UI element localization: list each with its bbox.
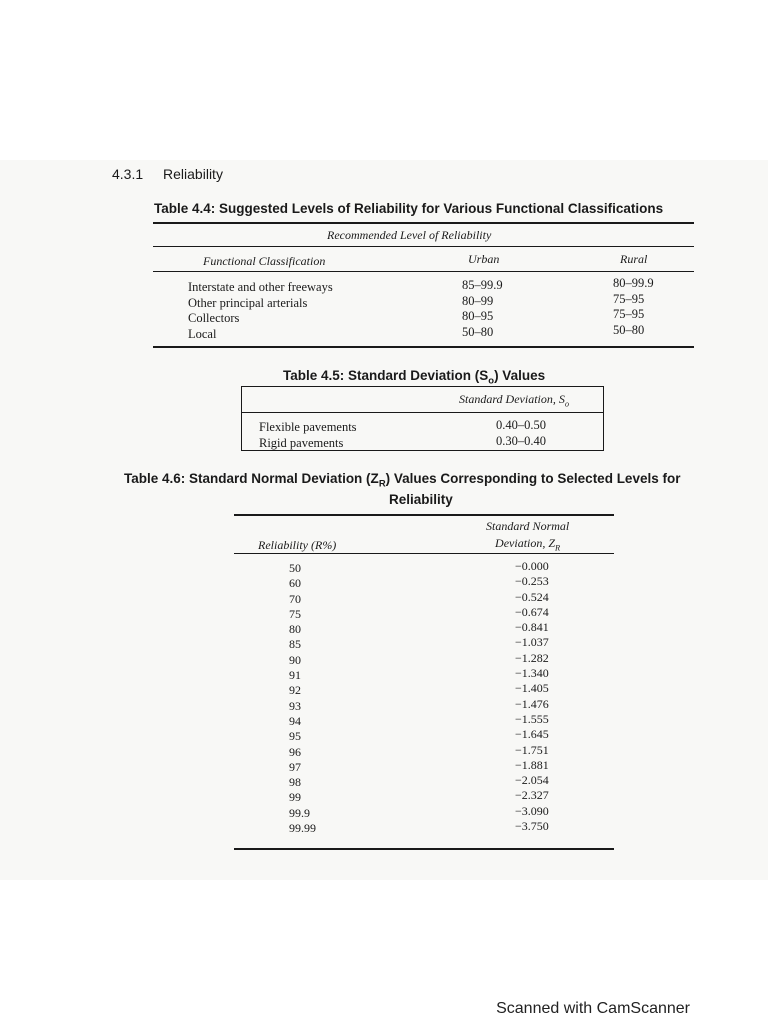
table-cell: 80–95 xyxy=(462,309,494,323)
table-cell: 0.40–0.50 xyxy=(496,418,546,432)
table-4-6-caption-line-1 xyxy=(124,471,680,490)
table-cell: −1.405 xyxy=(515,681,549,696)
table-cell: 80–99.9 xyxy=(613,276,654,290)
table-cell: −3.090 xyxy=(515,803,549,818)
table-4-4-caption: Table 4.4: Suggested Levels of Reliability for Various Functional Classifications xyxy=(154,201,664,216)
table-cell: 98 xyxy=(289,775,301,790)
table-cell: Rigid pavements xyxy=(259,435,344,450)
table-cell: 75–95 xyxy=(613,307,645,321)
table-cell: −0.000 xyxy=(515,559,549,573)
table-4-6-header-reliability: Reliability (R%) xyxy=(258,538,337,552)
section-number: 4.3.1 xyxy=(112,166,144,182)
table-cell: 99 xyxy=(289,790,301,805)
table-cell: 90 xyxy=(289,652,301,667)
table-4-5-header-rule xyxy=(242,412,603,413)
header-subscript: o xyxy=(564,399,570,409)
table-4-4-header-classification: Functional Classification xyxy=(203,254,326,268)
table-4-6-deviation-column xyxy=(515,559,549,834)
table-4-6-header-deviation xyxy=(486,518,569,556)
table-cell: 97 xyxy=(289,759,301,774)
table-4-6-bottom-rule xyxy=(234,848,614,850)
table-cell: −0.253 xyxy=(515,574,549,589)
table-4-6-reliability-column xyxy=(289,561,316,836)
header-text: Deviation, Z xyxy=(495,536,556,550)
table-cell: 75 xyxy=(289,606,301,621)
table-cell: 85 xyxy=(289,637,301,652)
caption-text: ) Values Corresponding to Selected Levels for xyxy=(385,471,681,486)
header-text: Standard Normal xyxy=(486,519,570,533)
scanned-page xyxy=(0,160,768,880)
caption-text: Table 4.6: Standard Normal Deviation (Z xyxy=(124,471,379,486)
table-cell: 50–80 xyxy=(613,322,645,337)
table-4-4-top-rule xyxy=(153,222,694,224)
table-cell: −1.555 xyxy=(515,711,549,726)
table-cell: −2.327 xyxy=(515,788,549,803)
table-cell: −2.054 xyxy=(515,773,549,788)
table-4-4-group-rule xyxy=(153,246,694,247)
caption-text: ) Values xyxy=(494,368,546,383)
table-4-4-header-urban: Urban xyxy=(468,252,500,266)
table-cell: 96 xyxy=(289,744,301,759)
table-cell: −1.037 xyxy=(515,635,549,650)
table-cell: 50–80 xyxy=(462,324,494,339)
table-cell: −1.476 xyxy=(515,696,549,711)
table-cell: 85–99.9 xyxy=(462,278,503,292)
section-heading xyxy=(112,166,223,182)
table-cell: −0.841 xyxy=(515,620,549,635)
table-cell: −1.881 xyxy=(515,757,549,772)
table-cell: −1.282 xyxy=(515,650,549,665)
table-cell: −1.340 xyxy=(515,666,549,681)
table-cell: −0.674 xyxy=(515,604,549,619)
table-4-5-caption xyxy=(283,368,545,387)
table-cell: 75–95 xyxy=(613,291,645,306)
table-4-5-pavement-column xyxy=(259,420,357,451)
table-cell: −3.750 xyxy=(515,819,549,834)
table-cell: 70 xyxy=(289,591,301,606)
table-cell: 91 xyxy=(289,668,301,683)
table-cell: Other principal arterials xyxy=(188,295,308,310)
section-title: Reliability xyxy=(163,166,223,182)
table-cell: Collectors xyxy=(188,311,240,325)
table-cell: −0.524 xyxy=(515,589,549,604)
table-cell: 0.30–0.40 xyxy=(496,433,546,448)
table-4-4-header-rural: Rural xyxy=(620,252,648,266)
table-4-6-header-rule xyxy=(234,553,614,554)
table-4-4-rural-column xyxy=(613,276,654,338)
table-cell: 92 xyxy=(289,683,301,698)
table-cell: 99.9 xyxy=(289,805,310,820)
table-4-4-bottom-rule xyxy=(153,346,694,348)
table-4-6-top-rule xyxy=(234,514,614,516)
caption-subscript: o xyxy=(488,375,495,387)
table-cell: −1.645 xyxy=(515,727,549,742)
header-subscript: R xyxy=(555,543,561,553)
table-cell: Flexible pavements xyxy=(259,420,357,434)
header-text: Standard Deviation, S xyxy=(459,392,565,406)
table-cell: 95 xyxy=(289,729,301,744)
table-4-4-classification-column xyxy=(188,280,333,342)
caption-subscript: R xyxy=(378,478,386,490)
table-cell: 80–99 xyxy=(462,293,494,308)
table-4-4-urban-column xyxy=(462,278,503,340)
table-4-4-header-rule xyxy=(153,271,694,272)
table-cell: 94 xyxy=(289,713,301,728)
table-4-5-value-column xyxy=(496,418,546,449)
table-cell: 93 xyxy=(289,698,301,713)
table-cell: Local xyxy=(188,326,217,341)
table-cell: 50 xyxy=(289,561,301,575)
scanner-watermark: Scanned with CamScanner xyxy=(496,1000,690,1017)
table-4-4-group-header: Recommended Level of Reliability xyxy=(327,228,492,242)
table-cell: Interstate and other freeways xyxy=(188,280,333,294)
caption-text: Table 4.5: Standard Deviation (S xyxy=(283,368,489,383)
table-cell: 60 xyxy=(289,576,301,591)
table-4-6-caption-line-2: Reliability xyxy=(389,492,453,507)
table-cell: −1.751 xyxy=(515,742,549,757)
table-cell: 99.99 xyxy=(289,821,316,836)
table-cell: 80 xyxy=(289,622,301,637)
table-4-5-header xyxy=(459,392,569,408)
